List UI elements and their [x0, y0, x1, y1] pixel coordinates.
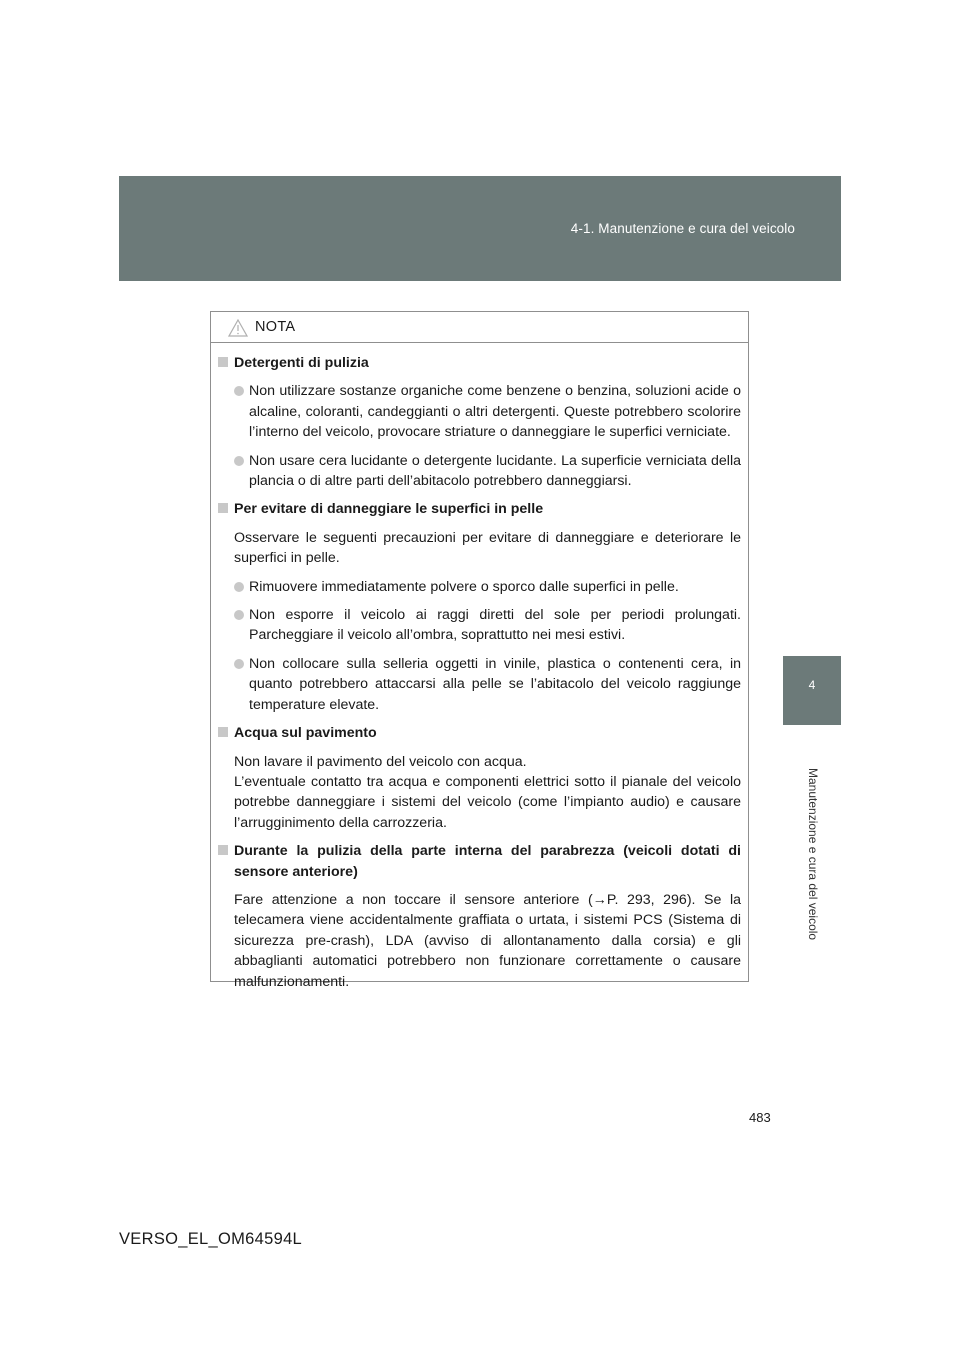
- round-bullet-icon: [234, 610, 244, 620]
- header-band: [119, 176, 841, 281]
- document-code: VERSO_EL_OM64594L: [119, 1230, 303, 1248]
- chapter-label: Manutenzione e cura del veicolo: [806, 768, 820, 941]
- chapter-tab: [783, 656, 841, 725]
- note-box: [210, 311, 749, 990]
- section-title: 4-1. Manutenzione e cura del veicolo: [570, 221, 795, 236]
- paragraph: Fare attenzione a non toccare il sensore anteriore (→P. 293, 296). Se la telecamera viene accidentalmente graffiata o urtata, i sistemi PCS (Sistema di sicurezza pre-crash), LDA (avviso di allontanamento dalla corsia) e gli abbaglianti automatici potrebbero non funzionare correttamente o causare malfunzionamenti.: [234, 891, 741, 990]
- round-bullet-icon: [234, 582, 244, 592]
- square-bullet-icon: [218, 357, 228, 367]
- paragraph: Osservare le seguenti precauzioni per evitare di danneggiare e deteriorare le superfici in pelle.: [234, 529, 741, 567]
- warning-triangle-icon: [228, 319, 248, 337]
- chapter-number: 4: [808, 678, 816, 692]
- paragraph: L’eventuale contatto tra acqua e componenti elettrici sotto il pianale del veicolo potrebbe danneggiare i sistemi del veicolo (come l’impianto audio) e causare l’arrugginimento della carrozzeria.: [234, 773, 741, 831]
- bullet-item: Non esporre il veicolo ai raggi diretti del sole per periodi prolungati. Parcheggiare il veicolo all’ombra, soprattutto nei mesi estivi.: [218, 605, 741, 646]
- bullet-item: Non collocare sulla selleria oggetti in vinile, plastica o contenenti cera, in quanto potrebbero attaccarsi alla pelle se l’abitacolo del veicolo raggiunge temperature elevate.: [218, 654, 741, 715]
- paragraph: Non lavare il pavimento del veicolo con acqua.: [234, 753, 527, 770]
- section-heading: Acqua sul pavimento: [218, 723, 741, 743]
- page-number: 483: [749, 1110, 771, 1125]
- section-heading: Detergenti di pulizia: [218, 353, 741, 373]
- note-title: NOTA: [255, 319, 296, 335]
- section-heading: Per evitare di danneggiare le superfici in pelle: [218, 499, 741, 519]
- bullet-item: Non utilizzare sostanze organiche come benzene o benzina, soluzioni acide o alcaline, coloranti, candeggianti o altri detergenti. Queste potrebbero scolorire l’interno del veicolo, provocare striature o danneggiare le superfici verniciate.: [218, 381, 741, 442]
- round-bullet-icon: [234, 659, 244, 669]
- bullet-item: Non usare cera lucidante o detergente lucidante. La superficie verniciata della plancia o di altre parti dell’abitacolo potrebbero danneggiarsi.: [218, 451, 741, 492]
- round-bullet-icon: [234, 386, 244, 396]
- section-heading: Durante la pulizia della parte interna del parabrezza (veicoli dotati di sensore anteriore): [218, 841, 741, 882]
- square-bullet-icon: [218, 503, 228, 513]
- round-bullet-icon: [234, 456, 244, 466]
- square-bullet-icon: [218, 845, 228, 855]
- note-body: [211, 343, 748, 992]
- square-bullet-icon: [218, 727, 228, 737]
- bullet-item: Rimuovere immediatamente polvere o sporco dalle superfici in pelle.: [218, 577, 741, 597]
- note-header: [211, 312, 748, 343]
